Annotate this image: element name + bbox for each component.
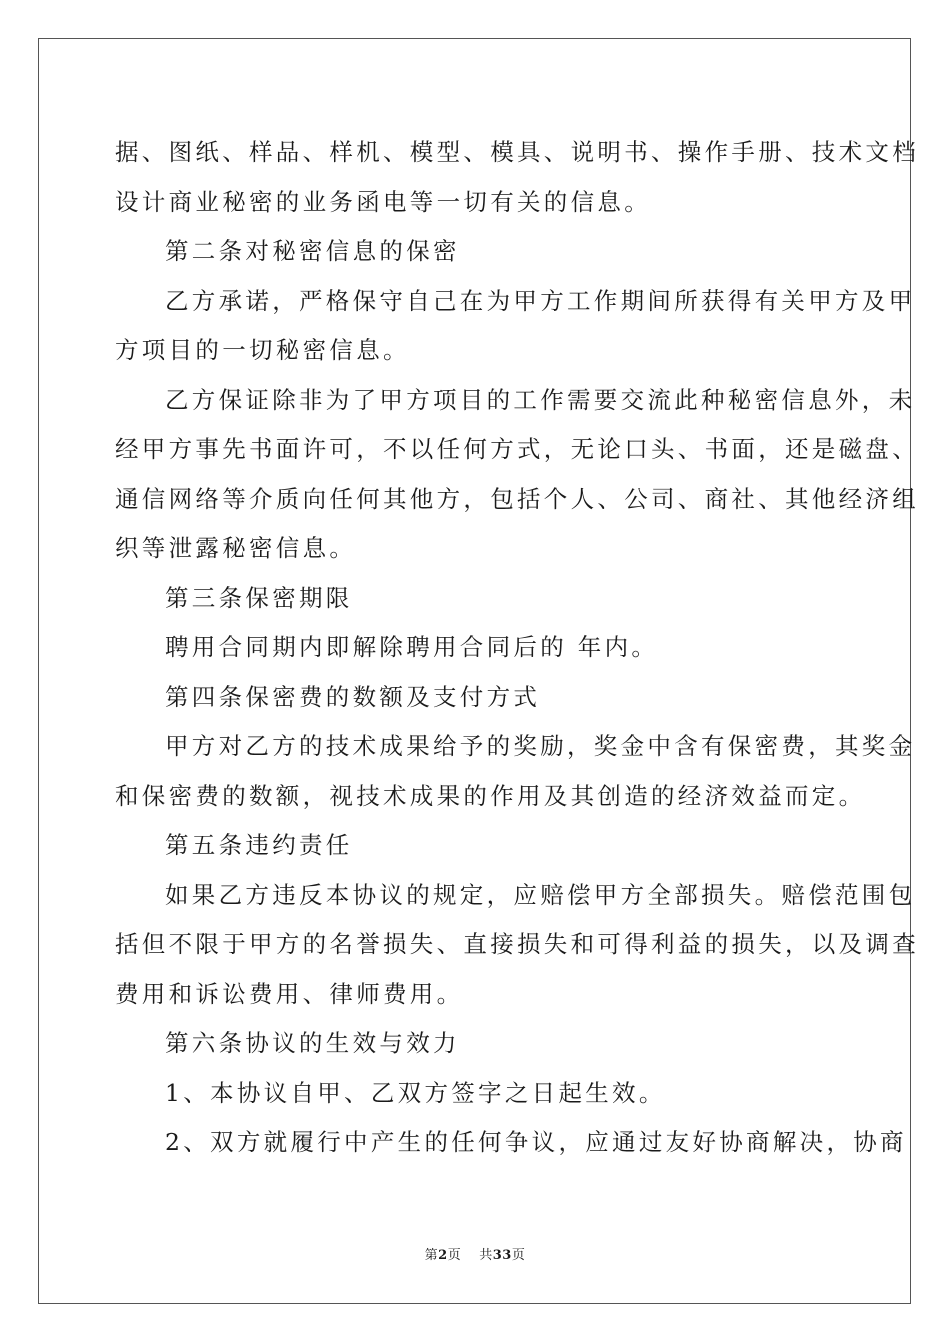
text-line: 织等泄露秘密信息。 [115, 534, 357, 562]
text-line: 通信网络等介质向任何其他方，包括个人、公司、商社、其他经济组 [115, 484, 919, 513]
total-suffix: 页 [511, 1248, 526, 1263]
total-prefix: 共 [479, 1248, 493, 1263]
text-line: 2、双方就履行中产生的任何争议，应通过友好协商解决，协商 [165, 1128, 907, 1156]
text-line: 第六条协议的生效与效力 [165, 1029, 460, 1057]
text-line: 如果乙方违反本协议的规定，应赔偿甲方全部损失。赔偿范围包 [165, 880, 916, 909]
text-line: 括但不限于甲方的名誉损失、直接损失和可得利益的损失，以及调查 [115, 930, 919, 958]
page-prefix: 第 [424, 1248, 439, 1263]
page-suffix: 页 [447, 1248, 462, 1263]
text-line: 据、图纸、样品、样机、模型、模具、说明书、操作手册、技术文档 [115, 138, 919, 166]
text-line: 费用和诉讼费用、律师费用。 [115, 979, 464, 1008]
text-line: 和保密费的数额，视技术成果的作用及其创造的经济效益而定。 [115, 781, 866, 810]
text-line: 经甲方事先书面许可，不以任何方式，无论口头、书面，还是磁盘、 [115, 435, 919, 463]
text-line: 方项目的一切秘密信息。 [115, 336, 410, 364]
text-line: 第三条保密期限 [165, 583, 353, 612]
text-line: 设计商业秘密的业务函电等一切有关的信息。 [115, 187, 651, 216]
text-line: 第二条对秘密信息的保密 [165, 237, 460, 265]
document-body [115, 128, 919, 1168]
text-line: 1、本协议自甲、乙双方签字之日起生效。 [165, 1078, 666, 1107]
text-line: 聘用合同期内即解除聘用合同后的 年内。 [165, 633, 659, 661]
current-page-number: 2 [438, 1248, 448, 1263]
total-page-count: 33 [492, 1248, 512, 1263]
text-line: 甲方对乙方的技术成果给予的奖励，奖金中含有保密费，其奖金 [165, 732, 916, 760]
text-line: 乙方承诺，严格保守自己在为甲方工作期间所获得有关甲方及甲 [165, 286, 916, 315]
page-footer [0, 1244, 950, 1263]
text-line: 第四条保密费的数额及支付方式 [165, 682, 541, 711]
text-line: 第五条违约责任 [165, 831, 353, 859]
text-line: 乙方保证除非为了甲方项目的工作需要交流此种秘密信息外，未 [165, 385, 916, 414]
